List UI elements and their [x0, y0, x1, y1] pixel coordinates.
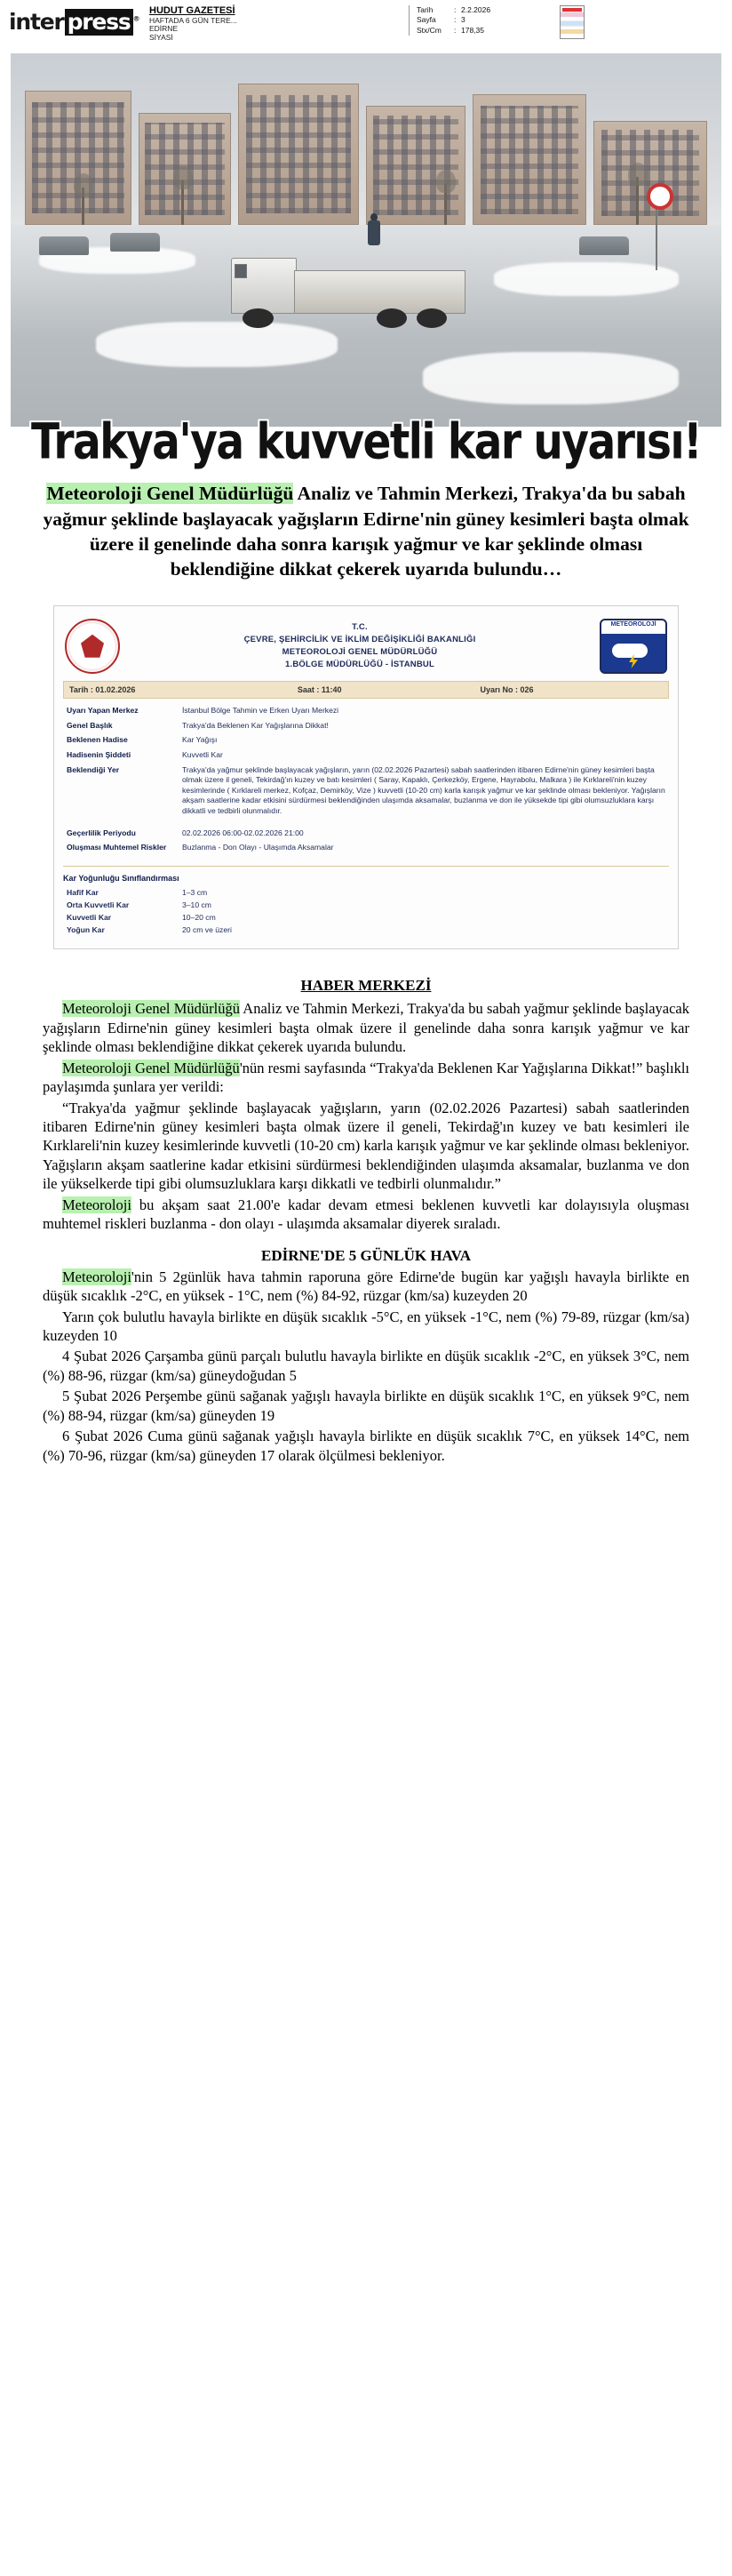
republic-seal-icon — [65, 619, 120, 674]
doc-ministry-title — [129, 621, 591, 670]
page-title: Trakya'ya kuvvetli kar uyarısı! — [30, 412, 702, 471]
paragraph-text: Analiz ve Tahmin Merkezi, Trakya'da bu sabah yağmur şeklinde başlayacak yağışların Edirne'nin güney kesimleri başta olmak üzere il genelinde daha sonra karışık yağmur ve kar şeklinde olması beklendiğine dikkat çekerek uyarıda bulundu. — [43, 1000, 689, 1056]
truck-bed — [294, 270, 465, 313]
dateline: HABER MERKEZİ — [300, 977, 432, 995]
classification-value: 3–10 cm — [182, 900, 211, 910]
meteorology-warning-document — [53, 605, 679, 950]
photo-worker — [367, 213, 381, 245]
publication-frequency: HAFTADA 6 GÜN TERE... — [149, 15, 237, 25]
doc-row — [63, 748, 669, 764]
photo-building — [366, 106, 465, 225]
lead-highlight: Meteoroloji Genel Müdürlüğü — [46, 483, 294, 505]
paragraph-text: bu akşam saat 21.00'e kadar devam etmesi beklenen kuvvetli kar dolayısıyla oluşması muhtemel riskleri buzlanma - don olayı - ulaşımda aksamalar diyerek sıraladı. — [43, 1196, 689, 1233]
forecast-paragraph: 5 Şubat 2026 Perşembe günü sağanak yağışlı havayla birlikte en düşük sıcaklık 1°C, en yüksek 9°C, nem (%) 88-94, rüzgar (km/sa) güneyden 19 — [43, 1388, 689, 1424]
doc-field-value: Buzlanma - Don Olayı - Ulaşımda Aksamalar — [182, 843, 334, 852]
clipping-metadata — [409, 5, 551, 36]
worker-body — [368, 220, 379, 245]
doc-row — [63, 704, 669, 719]
doc-field-value: İstanbul Bölge Tahmin ve Erken Uyarı Merkezi — [182, 706, 339, 716]
meta-key-page: Sayfa — [417, 15, 436, 25]
meta-value-page: 3 — [461, 15, 465, 25]
doc-classification-row — [63, 911, 669, 924]
article-paragraph — [43, 1196, 689, 1234]
photo-car — [39, 236, 89, 255]
classification-value: 10–20 cm — [182, 913, 216, 923]
doc-classification-title: Kar Yoğunluğu Sınıflandırması — [63, 866, 669, 883]
publication-city: EDİRNE — [149, 24, 179, 34]
doc-field-value: Trakya'da Beklenen Kar Yağışlarına Dikkat! — [182, 720, 329, 730]
doc-ministry-line: ÇEVRE, ŞEHİRCİLİK VE İKLİM DEĞİŞİKLİĞİ BAKANLIĞI — [243, 634, 476, 644]
doc-classification-row — [63, 924, 669, 936]
photo-building — [593, 121, 707, 226]
doc-date: Tarih : 01.02.2026 — [69, 684, 136, 694]
headline-banner — [21, 412, 711, 471]
photo-building — [238, 84, 359, 226]
article-paragraph: “Trakya'da yağmur şeklinde başlayacak yağışların, yarın (02.02.2026 Pazartesi) sabah saatlerinden itibaren Edirne'nin güney kesimleri başta olmak üzere il geneli, Tekirdağ'ın kuzey ve batı kesimleri ile Kırklareli'nin kuzey kesimlerinde kuvvetli (10-20 cm) karla karışık yağmur ve kar şeklinde olması bekleniyor. Yağışların akşam saatlerine kadar etkisini sürdürmesi beklendiğinden ulaşımda aksamalar, buzlanma ve don ile yükselkerde tipi gibi olumsuzluklara karşı dikkatli ve tedbirli olunmalıdır.” — [43, 1099, 689, 1193]
classification-key: Orta Kuvvetli Kar — [67, 900, 130, 910]
forecast-paragraph: 4 Şubat 2026 Çarşamba günü parçalı bulutlu havayla birlikte en düşük sıcaklık -2°C, en yüksek 3°C, nem (%) 88-96, rüzgar (km/sa) güneydoğudan 5 — [43, 1348, 689, 1384]
doc-classification-row — [63, 886, 669, 899]
meta-row — [417, 26, 551, 36]
truck-wheel — [243, 308, 273, 328]
doc-fields-table — [63, 704, 669, 856]
doc-field-key: Geçerlilik Periyodu — [67, 828, 136, 837]
lead-text: Analiz ve Tahmin Merkezi, Trakya'da bu sabah yağmur şeklinde başlayacak yağışların Edirne'nin güney kesimleri başta olmak üzere il genelinde daha sonra karışık yağmur ve kar şeklinde olması beklendiğine dikkat çekerek uyarıda bulundu… — [43, 483, 689, 580]
paragraph-text: 'nin 5 2günlük hava tahmin raporuna göre Edirne'de bugün kar yağışlı havayla birlikte en düşük sıcaklık -2°C, en yüksek - 1°C, nem (%) 84-92, rüzgar (km/sa) kuzeyden 20 — [43, 1268, 689, 1305]
doc-field-key: Oluşması Muhtemel Riskler — [67, 843, 167, 852]
doc-classification-row — [63, 899, 669, 911]
photo-car — [579, 236, 629, 255]
meta-value-date: 2.2.2026 — [461, 5, 491, 14]
doc-field-key: Beklendiği Yer — [67, 764, 120, 774]
registered-icon: ® — [132, 14, 139, 23]
article-body — [43, 976, 689, 1465]
article-paragraph — [43, 1059, 689, 1097]
classification-value: 20 cm ve üzeri — [182, 925, 232, 935]
doc-field-value: Kuvvetli Kar — [182, 750, 223, 760]
classification-value: 1–3 cm — [182, 888, 208, 898]
classification-key: Yoğun Kar — [67, 925, 105, 935]
doc-field-key: Uyarı Yapan Merkez — [67, 706, 139, 716]
doc-field-value: 02.02.2026 06:00-02.02.2026 21:00 — [182, 828, 304, 837]
meta-value-stxcm: 178,35 — [461, 25, 484, 35]
meta-key-stxcm: Stx/Cm — [417, 25, 442, 35]
classification-key: Kuvvetli Kar — [67, 913, 112, 923]
photo-tree — [636, 177, 639, 233]
photo-snow-patch — [423, 352, 679, 404]
photo-snow-patch — [494, 262, 679, 296]
truck-cab — [231, 258, 297, 313]
doc-classification-table — [63, 886, 669, 936]
lead-paragraph — [41, 481, 691, 582]
photo-road-sign — [656, 203, 657, 270]
meteorology-logo-label: METEOROLOJİ — [610, 620, 656, 628]
photo-building — [473, 94, 586, 225]
meta-colon: : — [454, 25, 457, 35]
doc-header — [63, 613, 669, 681]
doc-field-key: Hadisenin Şiddeti — [67, 750, 131, 760]
classification-key: Hafif Kar — [67, 888, 99, 898]
forecast-paragraph: Yarın çok bulutlu havayla birlikte en düşük sıcaklık -5°C, en yüksek -1°C, nem (%) 79-89, rüzgar (km/sa) kuzeyden 10 — [43, 1308, 689, 1345]
meta-key-date: Tarih — [417, 5, 434, 14]
photo-truck — [231, 240, 465, 330]
publication-type: SİYASİ — [149, 33, 173, 43]
truck-wheel — [417, 308, 447, 328]
forecast-section-title: EDİRNE'DE 5 GÜNLÜK HAVA — [261, 1246, 471, 1264]
meteorology-logo-icon — [600, 619, 667, 674]
photo-car — [110, 233, 160, 252]
page-thumbnail-icon — [560, 5, 585, 39]
paragraph-highlight: Meteoroloji — [62, 1196, 131, 1213]
forecast-paragraph — [43, 1268, 689, 1306]
meta-colon: : — [454, 5, 457, 14]
truck-wheel — [377, 308, 407, 328]
doc-field-value: Trakya'da yağmur şeklinde başlayacak yağışların, yarın (02.02.2026 Pazartesi) sabah saatlerinden itibaren Edirne'nin güney kesimleri başta olmak üzere il geneli, Tekirdağ'ın kuzey ve batı kesimleri ( Saray, Kapaklı, Çerkezköy, Ergene, Hayrabolu, Malkara ) ile Kırklareli'nin kuzey kesimlerinde ( Kırklareli merkez, Kofçaz, Demirköy, Vize ) kuvvetli (10-20 cm) karla karışık yağmur ve kar şeklinde olması bekleniyor. Yağışların akşam saatlerine kadar etkisini sürdürmesi beklendiğinden ulaşımda aksamalar, buzlanma ve don ile yüksekde tipi gibi olumsuzluklara karşı dikkatli ve tedbirli olunmalıdır. — [182, 764, 665, 815]
doc-row — [63, 718, 669, 733]
photo-building — [25, 91, 131, 225]
publication-name: HUDUT GAZETESİ — [149, 5, 235, 16]
logo-text-inter: inter — [9, 9, 64, 35]
doc-row — [63, 841, 669, 856]
forecast-paragraph: 6 Şubat 2026 Cuma günü sağanak yağışlı havayla birlikte en düşük sıcaklık 7°C, en yüksek 14°C, nem (%) 70-96, rüzgar (km/sa) güneyden 17 olarak ölçülmesi bekleniyor. — [43, 1428, 689, 1464]
article-photo-wrap — [11, 53, 721, 471]
doc-row — [63, 733, 669, 748]
doc-field-value: Kar Yağışı — [182, 735, 218, 745]
doc-ministry-line: 1.BÖLGE MÜDÜRLÜĞÜ - İSTANBUL — [285, 659, 434, 669]
paragraph-highlight: Meteoroloji Genel Müdürlüğü — [62, 1000, 240, 1018]
meta-row — [417, 5, 551, 15]
doc-field-key: Genel Başlık — [67, 720, 113, 730]
doc-info-bar — [63, 681, 669, 699]
doc-row — [63, 763, 669, 819]
doc-time: Saat : 11:40 — [297, 684, 342, 694]
cloud-icon — [612, 644, 648, 658]
truck-window — [235, 264, 247, 278]
article-photo — [11, 53, 721, 427]
paragraph-highlight: Meteoroloji Genel Müdürlüğü — [62, 1059, 240, 1076]
paragraph-highlight: Meteoroloji — [62, 1268, 131, 1285]
doc-row-spacer — [63, 819, 669, 826]
meta-colon: : — [454, 15, 457, 25]
publication-block — [142, 5, 409, 43]
doc-ministry-line: T.C. — [352, 622, 368, 633]
doc-ministry-line: METEOROLOJİ GENEL MÜDÜRLÜĞÜ — [282, 646, 438, 657]
article-paragraph — [43, 999, 689, 1056]
interpress-logo — [9, 5, 142, 35]
doc-field-key: Beklenen Hadise — [67, 735, 128, 745]
paragraph-text: 'nün resmi sayfasında “Trakya'da Beklenen Kar Yağışlarına Dikkat!” başlıklı paylaşımda şunlara yer verildi: — [43, 1059, 689, 1096]
clipping-header — [0, 0, 732, 50]
doc-row — [63, 826, 669, 841]
doc-warning-no: Uyarı No : 026 — [480, 684, 534, 694]
logo-text-press: press — [65, 9, 133, 36]
meta-row — [417, 15, 551, 25]
